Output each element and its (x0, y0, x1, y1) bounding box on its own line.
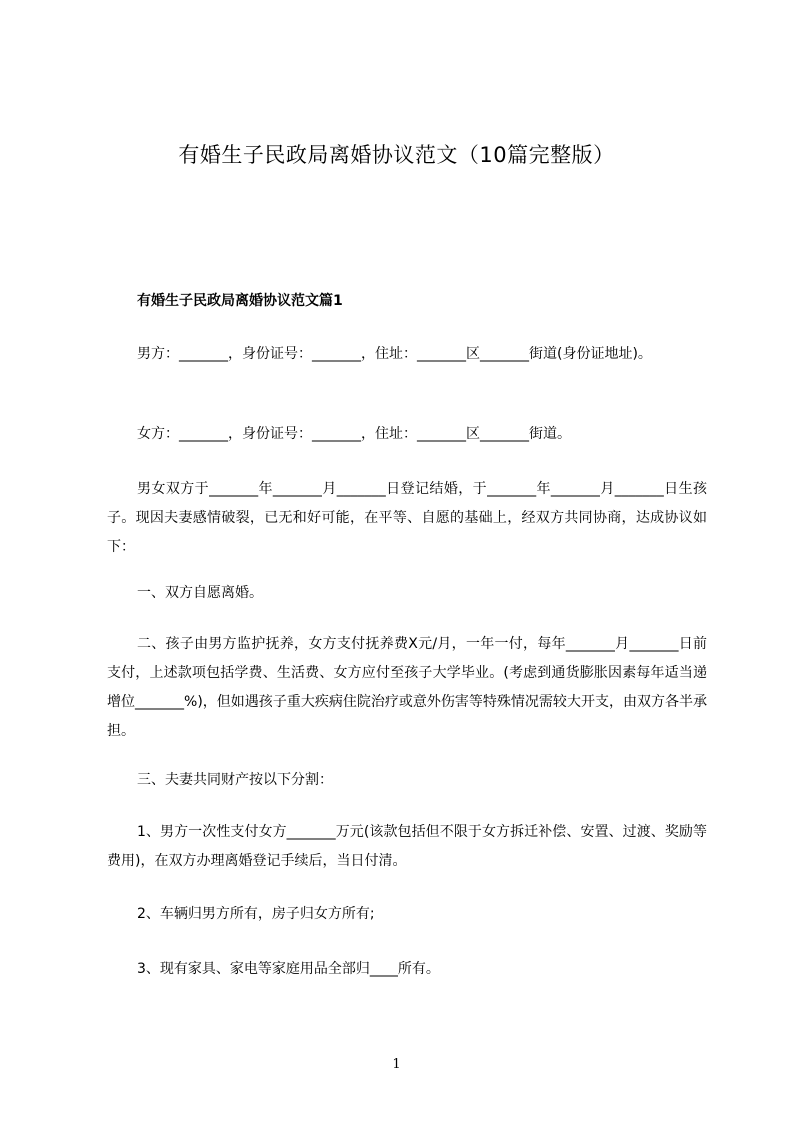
clause-child-custody: 二、孩子由男方监护抚养，女方支付抚养费X元/月，一年一付，每年_______月_______日前支付，上述款项包括学费、生活费、女方应付至孩子大学毕业。(考虑到通货膨胀因素每年适当递增位_______%)，但如遇孩子重大疾病住院治疗或意外伤害等特殊情况需较大开支，由双方各半承担。 (107, 636, 707, 739)
property-item-2: 2、车辆归男方所有，房子归女方所有; (137, 906, 375, 922)
paragraph-husband-info: 男方：_______，身份证号：_______，住址：_______区_______街道(身份证地址)。 (137, 346, 652, 362)
clause-property-division: 三、夫妻共同财产按以下分割： (137, 772, 333, 788)
page-number: 1 (392, 1057, 401, 1072)
section-heading: 有婚生子民政局离婚协议范文篇1 (137, 293, 343, 309)
property-item-3: 3、现有家具、家电等家庭用品全部归____所有。 (137, 961, 440, 977)
clause-voluntary-divorce: 一、双方自愿离婚。 (137, 585, 263, 601)
paragraph-wife-info: 女方：_______，身份证号：_______，住址：_______区_______街道。 (137, 426, 571, 442)
paragraph-marriage-background: 男女双方于_______年_______月_______日登记结婚，于_______年_______月_______日生孩子。现因夫妻感情破裂，已无和好可能，在平等、自愿的基础上，经双方共同协商，达成协议如下： (107, 481, 707, 555)
property-item-1: 1、男方一次性支付女方_______万元(该款包括但不限于女方拆迁补偿、安置、过渡、奖励等费用)，在双方办理离婚登记手续后，当日付清。 (107, 824, 707, 869)
document-title: 有婚生子民政局离婚协议范文（10篇完整版） (178, 143, 615, 167)
